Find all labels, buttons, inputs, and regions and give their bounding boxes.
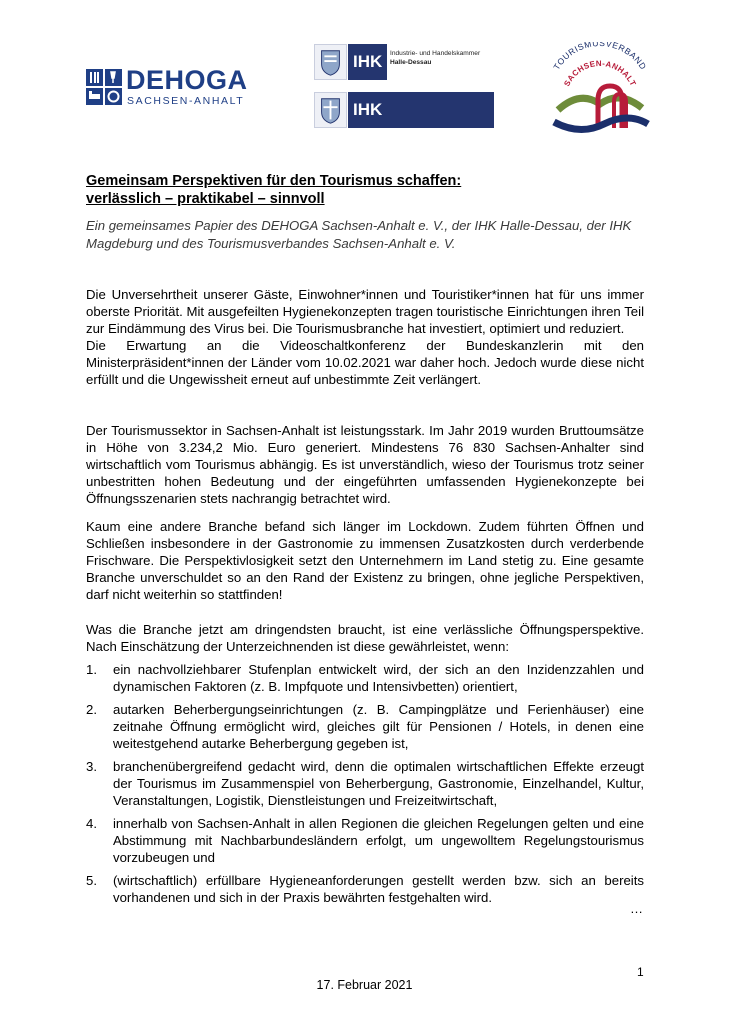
list-text: (wirtschaftlich) erfüllbare Hygieneanforderungen gestellt werden bzw. sich an bereits vorhandenen und sich in der Praxis bewährten festgehalten wird. [113, 873, 644, 905]
list-item [86, 701, 644, 752]
list-item [86, 872, 644, 906]
list-text: ein nachvollziehbarer Stufenplan entwickelt wird, der sich an den Inzidenzzahlen und dynamischen Faktoren (z. B. Impfquote und Intensivbetten) orientiert, [113, 662, 644, 694]
document-title [86, 172, 461, 208]
paragraph-1a: Die Unversehrtheit unserer Gäste, Einwohner*innen und Touristiker*innen hat für uns immer oberste Priorität. Mit ausgefeilten Hygienekonzepten tragen touristische Einrichtungen ihren Teil zur Eindämmung des Virus bei. Die Tourismusbranche hat investiert, optimiert und reduziert. [86, 287, 644, 336]
dehoga-wordmark: DEHOGA [126, 65, 248, 95]
list-text: branchenübergreifend gedacht wird, denn die optimalen wirtschaftlichen Effekte erzeugt der Tourismus im Zusammenspiel von Beherbergung, Gastronomie, Einzelhandel, Kultur, Veranstaltungen, Logistik, Dienstleistungen und Freizeitwirtschaft, [113, 759, 644, 808]
dehoga-pictogram-icon [86, 69, 122, 105]
conditions-list [86, 661, 644, 912]
list-number: 5. [86, 873, 97, 888]
dehoga-logo [86, 66, 256, 110]
paragraph-2: Der Tourismussektor in Sachsen-Anhalt ist leistungsstark. Im Jahr 2019 wurden Bruttoumsätze in Höhe von 3.234,2 Mio. Euro generiert. Mindestens 76 830 Sachsen-Anhalter sind wirtschaftlich vom Tourismus abhängig. Es ist unverständlich, wieso der Tourismus trotz seiner unbestritten hohen Bedeutung und der eingeführten umfassenden Hygienekonzepte bei Öffnungsszenarien stets nachrangig betrachtet wird. [86, 423, 644, 506]
ihk-halle-dessau-logo [314, 44, 494, 80]
list-number: 2. [86, 702, 97, 717]
paragraph-3: Kaum eine andere Branche befand sich länger im Lockdown. Zudem führten Öffnen und Schließen insbesondere in der Gastronomie zu immensen Zusatzkosten durch verderbende Frischware. Die Perspektivlosigkeit setzt den Unternehmern im Land stetig zu. Eine gesamte Branche unverschuldet so an den Rand der Existenz zu bringen, ohne jegliche Perspektiven, darf nicht weiterhin so stattfinden! [86, 519, 644, 602]
svg-text:SACHSEN-ANHALT [562, 59, 637, 88]
title-line-2: verlässlich – praktikabel – sinnvoll [86, 191, 325, 207]
page-number: 1 [637, 965, 644, 979]
list-item [86, 758, 644, 809]
continuation-ellipsis: … [630, 901, 643, 916]
tourismusverband-logo [540, 42, 660, 142]
crest-icon [314, 92, 347, 128]
list-item [86, 661, 644, 695]
ihk-halle-label: IHK [348, 44, 387, 80]
ihk-magdeburg-label: IHK MAGDEBURG [348, 92, 494, 128]
list-item [86, 815, 644, 866]
ihk-magdeburg-logo [314, 92, 494, 155]
paragraph-1b: Die Erwartung an die Videoschaltkonferenz der Bundeskanzlerin mit den Ministerpräsident*innen der Länder vom 10.02.2021 war daher hoch. Jedoch wurde diese nicht erfüllt und die Ungewissheit erneut auf unbestimmte Zeit verlängert. [86, 338, 644, 387]
paragraph-1 [86, 286, 644, 388]
list-text: autarken Beherbergungseinrichtungen (z. B. Campingplätze und Ferienhäuser) eine zeitnahe Öffnung ermöglicht wird, gleiches gilt für Pensionen / Hotels, in denen eine weitestgehend autarke Beherbergung gegeben ist, [113, 702, 644, 751]
ihk-halle-caption-line2: Halle-Dessau [390, 59, 432, 66]
title-line-1: Gemeinsam Perspektiven für den Tourismus schaffen: [86, 173, 462, 189]
crest-icon [314, 44, 347, 80]
ihk-halle-caption-line1: Industrie- und Handelskammer [390, 50, 481, 57]
list-number: 4. [86, 816, 97, 831]
tourismusverband-emblem-icon [540, 42, 660, 142]
dehoga-subtitle: SACHSEN-ANHALT [127, 95, 245, 107]
paragraph-4: Was die Branche jetzt am dringendsten braucht, ist eine verlässliche Öffnungsperspektive. Nach Einschätzung der Unterzeichnenden ist diese gewährleistet, wenn: [86, 622, 644, 654]
ihk-halle-caption [390, 49, 480, 67]
footer-date: 17. Februar 2021 [316, 978, 413, 992]
intro-text: Ein gemeinsames Papier des DEHOGA Sachsen-Anhalt e. V., der IHK Halle-Dessau, der IHK Magdeburg und des Tourismusverbandes Sachsen-Anhalt e. V. [86, 218, 632, 251]
tv-arc-top: TOURISMUSVERBAND [551, 42, 649, 72]
list-number: 1. [86, 662, 97, 677]
list-text: innerhalb von Sachsen-Anhalt in allen Regionen die gleichen Regelungen gelten und eine Abstimmung mit Nachbarbundesländern erfolgt, um ungewolltem Regelungstourismus vorzubeugen und [113, 816, 644, 865]
list-number: 3. [86, 759, 97, 774]
tv-arc-sub: SACHSEN-ANHALT [562, 58, 638, 88]
